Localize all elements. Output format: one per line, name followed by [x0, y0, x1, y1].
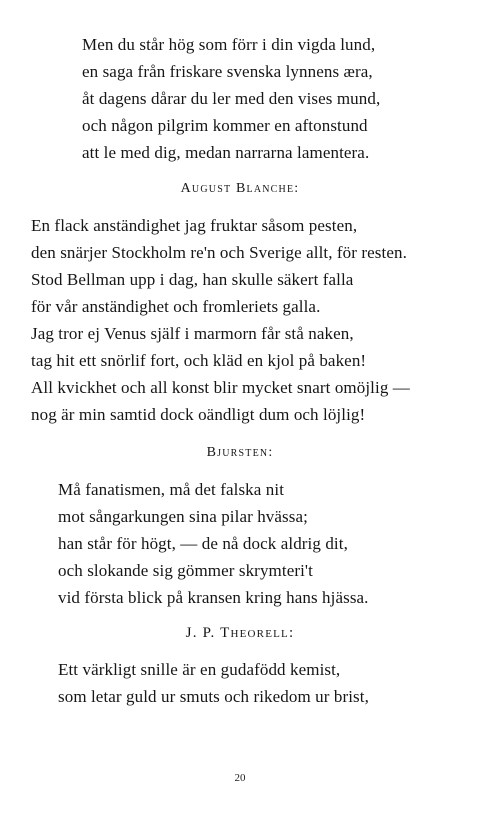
verse-line: en saga från friskare svenska lynnens æra, — [82, 62, 373, 81]
verse-line: Må fanatismen, må det falska nit — [58, 480, 285, 499]
verse-line: tag hit ett snörlif fort, och kläd en kjol på baken! — [31, 351, 367, 370]
verse-line: åt dagens dårar du ler med den vises mund, — [82, 89, 381, 108]
verse-line: den snärjer Stockholm re'n och Sverige allt, för resten. — [31, 243, 407, 262]
verse-line: som letar guld ur smuts och rikedom ur brist, — [58, 687, 369, 706]
verse-line: han står för högt, — de nå dock aldrig dit, — [58, 534, 348, 553]
speaker-heading-august-blanche: August Blanche: — [180, 181, 300, 196]
poem-stanza-2 — [0, 212, 480, 428]
verse-line: Jag tror ej Venus själf i marmorn får stå naken, — [31, 324, 354, 343]
speaker-heading-theorell: J. P. Theorell: — [185, 625, 295, 641]
verse-line: att le med dig, medan narrarna lamentera. — [82, 143, 370, 162]
verse-line: Men du står hög som förr i din vigda lund, — [82, 35, 376, 54]
speaker-heading-bjursten: Bjursten: — [206, 445, 274, 460]
poem-stanza-3 — [0, 476, 480, 611]
verse-line: Ett värkligt snille är en gudafödd kemist, — [58, 660, 341, 679]
verse-line: Stod Bellman upp i dag, han skulle säkert falla — [31, 270, 354, 289]
verse-line: för vår anständighet och fromleriets galla. — [31, 297, 321, 316]
verse-line: mot sångarkungen sina pilar hvässa; — [58, 507, 308, 526]
verse-line: och slokande sig gömmer skrymteri't — [58, 561, 313, 580]
verse-line: En flack anständighet jag fruktar såsom pesten, — [31, 216, 358, 235]
page-number: 20 — [234, 772, 246, 784]
verse-line: och någon pilgrim kommer en aftonstund — [82, 116, 368, 135]
verse-line: nog är min samtid dock oändligt dum och löjlig! — [31, 405, 366, 424]
poem-stanza-4 — [0, 656, 480, 710]
verse-line: All kvickhet och all konst blir mycket snart omöjlig — — [31, 378, 410, 397]
poem-stanza-1 — [0, 31, 480, 166]
verse-line: vid första blick på kransen kring hans hjässa. — [58, 588, 369, 607]
